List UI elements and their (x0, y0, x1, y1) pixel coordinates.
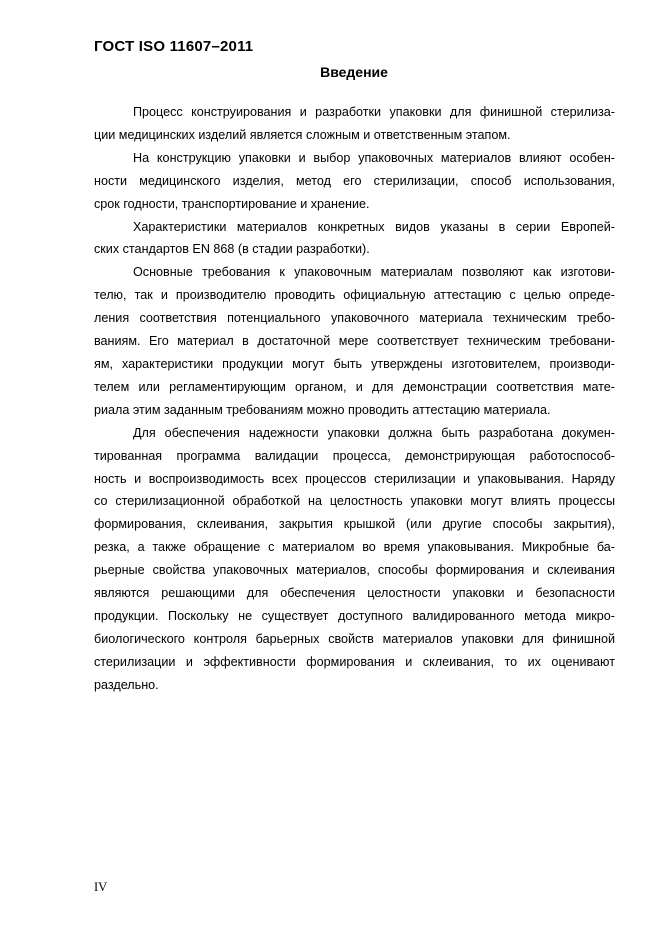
page-number: IV (94, 880, 108, 894)
text-line: ваниям. Его материал в достаточной мере соответствует техническим требовани- (94, 334, 615, 349)
text-line: раздельно. (94, 677, 159, 692)
text-line: Процесс конструирования и разработки упаковки для финишной стерилиза- (133, 105, 615, 119)
text-line: Характеристики материалов конкретных видов указаны в серии Европей- (133, 219, 615, 234)
text-line: резка, а также обращение с материалом во время упаковывания. Микробные ба- (94, 540, 615, 555)
text-line: срок годности, транспортирование и хранение. (94, 196, 370, 211)
text-line: ность и воспроизводимость всех процессов стерилизации и упаковывания. Наряду (94, 471, 615, 486)
text-line: телем или регламентирующим органом, и для демонстрации соответствия мате- (94, 379, 615, 394)
text-line: ям, характеристики продукции могут быть утверждены изготовителем, производи- (94, 356, 615, 371)
paragraph (94, 147, 615, 216)
text-line: Для обеспечения надежности упаковки должна быть разработана докумен- (133, 425, 615, 440)
text-line: формирования, склеивания, закрытия крышкой (или другие способы закрытия), (94, 517, 615, 532)
text-line: ских стандартов EN 868 (в стадии разработки). (94, 242, 370, 257)
text-line: стерилизации и эффективности формирования и склеивания, то их оценивают (94, 654, 615, 669)
standard-code: ГОСТ ISO 11607–2011 (94, 38, 254, 55)
text-line: являются решающими для обеспечения целостности упаковки и безопасности (94, 586, 615, 601)
paragraph (94, 216, 615, 262)
paragraph (94, 101, 615, 147)
text-line: со стерилизационной обработкой на целостность упаковки могут влиять процессы (94, 494, 615, 509)
text-line: ции медицинских изделий является сложным и ответственным этапом. (94, 127, 511, 142)
text-line: тированная программа валидации процесса, демонстрирующая работоспособ- (94, 448, 615, 463)
text-line: Основные требования к упаковочным материалам позволяют как изготови- (133, 265, 615, 280)
text-line: продукции. Поскольку не существует доступного валидированного метода микро- (94, 608, 615, 623)
text-line: риала этим заданным требованиям можно проводить аттестацию материала. (94, 402, 551, 417)
body-text (94, 101, 615, 697)
text-line: ления соответствия потенциального упаковочного материала техническим требо- (94, 311, 615, 326)
text-line: ности медицинского изделия, метод его стерилизации, способ использования, (94, 173, 615, 188)
text-line: биологического контроля барьерных свойств материалов упаковки для финишной (94, 631, 615, 646)
paragraph (94, 261, 615, 421)
text-line: На конструкцию упаковки и выбор упаковочных материалов влияют особен- (133, 150, 615, 165)
text-line: телю, так и производителю проводить официальную аттестацию с целью опреде- (94, 288, 615, 303)
paragraph (94, 422, 615, 697)
text-line: рьерные свойства упаковочных материалов, способы формирования и склеивания (94, 563, 615, 578)
section-heading: Введение (320, 64, 388, 80)
